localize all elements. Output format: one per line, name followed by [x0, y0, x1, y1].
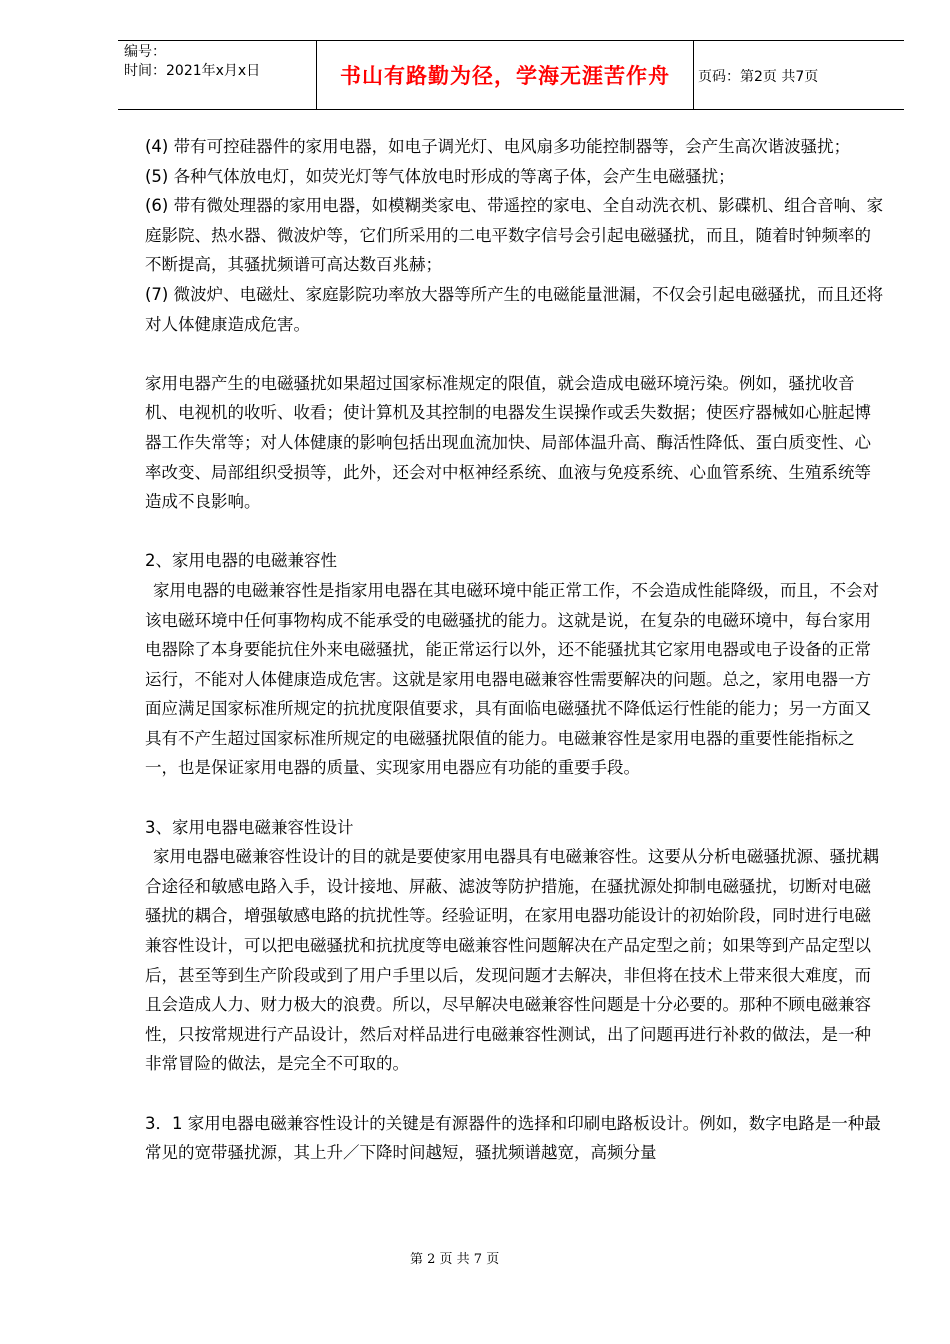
page-header	[118, 40, 904, 110]
paragraph-gap	[145, 517, 885, 547]
list-item-5: (5) 各种气体放电灯，如荧光灯等气体放电时形成的等离子体，会产生电磁骚扰；	[145, 166, 735, 186]
header-page-info: 页码：第2页 共7页	[698, 69, 819, 85]
paragraph-gap	[145, 783, 885, 813]
paragraph-gap	[145, 339, 885, 369]
page-footer: 第 2 页 共 7 页	[410, 1252, 500, 1267]
list-item-7: (7) 微波炉、电磁灶、家庭影院功率放大器等所产生的电磁能量泄漏，不仅会引起电磁骚扰，而且还将对人体健康造成危害。	[145, 284, 884, 334]
header-meta	[124, 43, 260, 81]
document-time-label: 时间：2021年x月x日	[124, 63, 261, 79]
list-item-4: (4) 带有可控硅器件的家用电器，如电子调光灯、电风扇多功能控制器等，会产生高次谐波骚扰；	[145, 137, 851, 156]
list-item-6: (6) 带有微处理器的家用电器，如模糊类家电、带遥控的家电、全自动洗衣机、影碟机、组合音响、家庭影院、热水器、微波炉等，它们所采用的二电平数字信号会引起电磁骚扰，而且，随着时钟频率的不断提高，其骚扰频谱可高达数百兆赫；	[145, 196, 884, 275]
header-motto: 书山有路勤为径，学海无涯苦作舟	[316, 41, 694, 109]
paragraph-gap	[145, 1079, 885, 1109]
section-heading-3: 3、家用电器电磁兼容性设计	[145, 817, 354, 837]
document-body	[145, 132, 885, 1168]
document-number-label: 编号：	[124, 44, 166, 60]
section-heading-2: 2、家用电器的电磁兼容性	[145, 551, 337, 571]
paragraph-emc-design: 家用电器电磁兼容性设计的目的就是要使家用电器具有电磁兼容性。这要从分析电磁骚扰源、骚扰耦合途径和敏感电路入手，设计接地、屏蔽、滤波等防护措施，在骚扰源处抑制电磁骚扰，切断对电磁骚扰的耦合，增强敏感电路的抗扰性等。经验证明，在家用电器功能设计的初始阶段，同时进行电磁兼容性设计，可以把电磁骚扰和抗扰度等电磁兼容性问题解决在产品定型之前；如果等到产品定型以后，甚至等到生产阶段或到了用户手里以后，发现问题才去解决，非但将在技术上带来很大难度，而且会造成人力、财力极大的浪费。所以，尽早解决电磁兼容性问题是十分必要的。那种不顾电磁兼容性，只按常规进行产品设计，然后对样品进行电磁兼容性测试，出了问题再进行补救的做法，是一种非常冒险的做法，是完全不可取的。	[145, 847, 879, 1074]
paragraph-3-1: 3．1 家用电器电磁兼容性设计的关键是有源器件的选择和印刷电路板设计。例如，数字电路是一种最常见的宽带骚扰源，其上升／下降时间越短，骚扰频谱越宽，高频分量	[145, 1113, 881, 1163]
paragraph-emc-definition: 家用电器的电磁兼容性是指家用电器在其电磁环境中能正常工作，不会造成性能降级，而且，不会对该电磁环境中任何事物构成不能承受的电磁骚扰的能力。这就是说，在复杂的电磁环境中，每台家用电器除了本身要能抗住外来电磁骚扰，能正常运行以外，还不能骚扰其它家用电器或电子设备的正常运行，不能对人体健康造成危害。这就是家用电器电磁兼容性需要解决的问题。总之，家用电器一方面应满足国家标准所规定的抗扰度限值要求，具有面临电磁骚扰不降低运行性能的能力；另一方面又具有不产生超过国家标准所规定的电磁骚扰限值的能力。电磁兼容性是家用电器的重要性能指标之一，也是保证家用电器的质量、实现家用电器应有功能的重要手段。	[145, 580, 879, 778]
paragraph-pollution: 家用电器产生的电磁骚扰如果超过国家标准规定的限值，就会造成电磁环境污染。例如，骚扰收音机、电视机的收听、收看；使计算机及其控制的电器发生误操作或丢失数据；使医疗器械如心脏起博器工作失常等；对人体健康的影响包括出现血流加快、局部体温升高、酶活性降低、蛋白质变性、心率改变、局部组织受损等，此外，还会对中枢神经系统、血液与免疫系统、心血管系统、生殖系统等造成不良影响。	[145, 373, 871, 512]
